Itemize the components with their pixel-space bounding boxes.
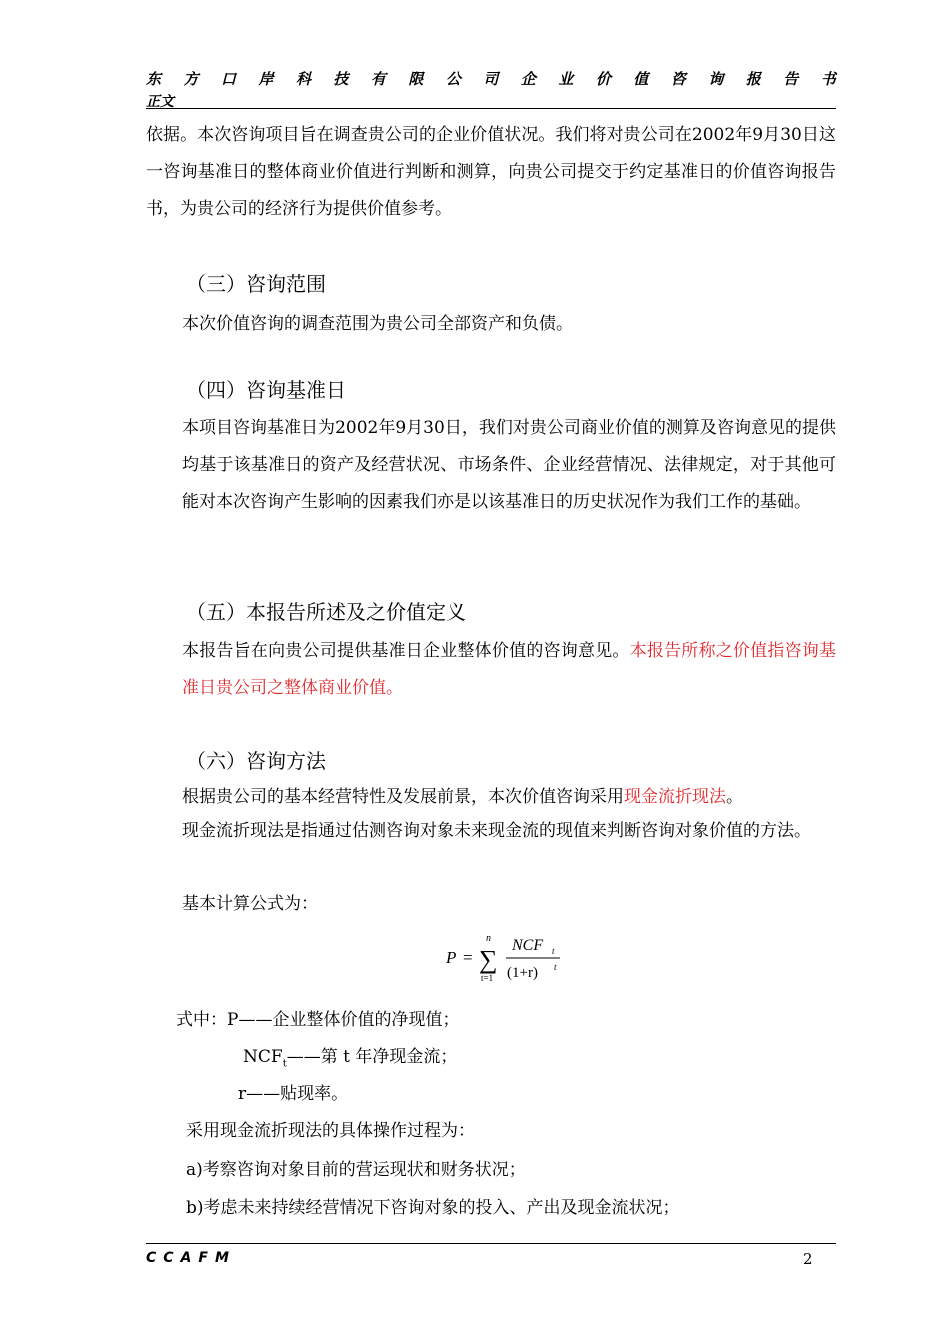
formula-sum: ∑: [479, 945, 498, 974]
header-title-char: 值: [633, 70, 649, 88]
formula-intro: 基本计算公式为：: [182, 894, 318, 914]
footer-rule: [146, 1243, 836, 1244]
header-title-char: 有: [370, 70, 386, 88]
dcf-formula: [446, 930, 586, 990]
section-4-heading: （四）咨询基准日: [186, 378, 346, 402]
footer-label: CCAFM: [146, 1250, 236, 1266]
header-rule: [146, 108, 836, 109]
header-title: [146, 68, 836, 89]
step-b: b)考虑未来持续经营情况下咨询对象的投入、产出及现金流状况；: [186, 1198, 680, 1218]
section-5-text: 本报告旨在向贵公司提供基准日企业整体价值的咨询意见。: [182, 641, 630, 661]
header-title-char: 科: [295, 70, 311, 88]
formula-equals: =: [463, 948, 473, 967]
header-title-char: 方: [183, 70, 199, 88]
section-6-paragraph-a: [146, 779, 836, 816]
intro-paragraph: 依据。本次咨询项目旨在调查贵公司的企业价值状况。我们将对贵公司在2002年9月30日这一咨询基准日的整体商业价值进行判断和测算，向贵公司提交于约定基准日的价值咨询报告书，为贵公司的经济行为提供价值参考。: [146, 125, 836, 219]
formula-lhs: P: [446, 948, 457, 967]
section-6-paragraph-b: 现金流折现法是指通过估测咨询对象未来现金流的现值来判断咨询对象价值的方法。: [182, 821, 811, 841]
header-title-char: 告: [783, 70, 799, 88]
section-3-paragraph: 本次价值咨询的调查范围为贵公司全部资产和负债。: [182, 314, 573, 334]
formula-num-sub: t: [552, 946, 555, 956]
header-title-char: 限: [408, 70, 424, 88]
definition-ncf-main: NCF: [243, 1047, 283, 1067]
header-title-char: 价: [595, 70, 611, 88]
section-6-text-a: 根据贵公司的基本经营特性及发展前景，本次价值咨询采用: [182, 787, 624, 807]
header-title-char: 报: [745, 70, 761, 88]
section-5-paragraph: [146, 633, 836, 707]
header-title-char: 书: [820, 70, 836, 88]
page-number: 2: [803, 1250, 813, 1268]
definition-p: 式中：P——企业整体价值的净现值；: [176, 1010, 460, 1030]
header-title-char: 业: [558, 70, 574, 88]
formula-den-sup: t: [554, 962, 557, 972]
section-6-text-a-end: 。: [726, 787, 743, 807]
section-5-heading: （五）本报告所述及之价值定义: [186, 600, 466, 624]
definition-r: r——贴现率。: [238, 1084, 349, 1104]
method-highlight: 现金流折现法: [624, 787, 726, 807]
steps-intro: 采用现金流折现法的具体操作过程为：: [186, 1121, 475, 1141]
header-title-char: 司: [483, 70, 499, 88]
header-subtitle: 正文: [146, 94, 174, 110]
header-title-char: 询: [708, 70, 724, 88]
header-title-char: 岸: [258, 70, 274, 88]
section-4-paragraph: 本项目咨询基准日为2002年9月30日，我们对贵公司商业价值的测算及咨询意见的提供均基于该基准日的资产及经营状况、市场条件、企业经营情况、法律规定，对于其他可能对本次咨询产生影响的因素我们亦是以该基准日的历史状况作为我们工作的基础。: [182, 418, 836, 512]
header-title-char: 咨: [670, 70, 686, 88]
section-5-highlight: 本报告所称之价值指咨询基准日贵公司之整体商业价值。: [182, 641, 837, 698]
section-3-heading: （三）咨询范围: [186, 272, 326, 296]
formula-lower: t=1: [481, 973, 494, 983]
header-title-char: 企: [520, 70, 536, 88]
formula-upper: n: [486, 933, 491, 944]
header-title-char: 东: [146, 70, 162, 88]
step-a: a)考察咨询对象目前的营运现状和财务状况；: [186, 1160, 526, 1180]
formula-denominator: (1+r): [507, 965, 538, 981]
definition-ncf-sub: t: [282, 1058, 287, 1070]
header-title-char: 口: [220, 70, 236, 88]
formula-numerator: NCF: [512, 937, 544, 954]
definition-ncf-rest: ——第 t 年净现金流；: [286, 1047, 458, 1067]
definition-ncf: [243, 1042, 457, 1069]
section-6-heading: （六）咨询方法: [186, 749, 326, 773]
header-title-char: 技: [333, 70, 349, 88]
header-title-char: 公: [445, 70, 461, 88]
